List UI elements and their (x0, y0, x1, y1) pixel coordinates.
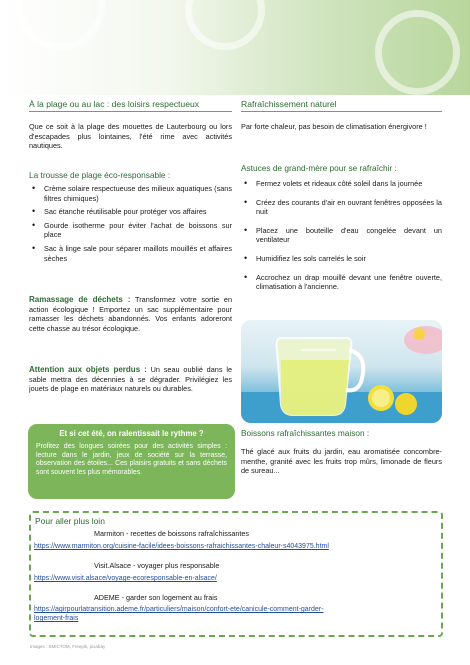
kit-title: La trousse de plage éco-responsable : (29, 170, 171, 180)
left-heading: À la plage ou au lac : des loisirs respectueux (29, 99, 232, 112)
link-name: Marmiton - recettes de boissons rafraîchissantes (94, 529, 249, 538)
list-item: • Fermez volets et rideaux côté soleil dans la journée (241, 179, 442, 189)
list-item: • Sac étanche réutilisable pour protéger vos affaires (29, 207, 232, 217)
link-url[interactable]: logement-frais (34, 615, 79, 622)
box-text: Profitez des longues soirées pour des activités simples : lecture dans le jardin, jeux de société sur la terrasse, observation des étoiles... Ces plaisirs gratuits et sans déchets sont souvent les plus mémorables. (36, 443, 227, 476)
waste-text: Transformez votre sortie en action écologique ! Emportez un sac supplémentaire pour ramasser les déchets abandonnés. Vos enfants adoreront cette chasse au trésor écologique. (29, 295, 233, 333)
image-credits: Images : SMICTOM, Freepik, pixabay (30, 644, 106, 649)
lemonade-photo (241, 320, 442, 423)
lost-title: Attention aux objets perdus : (29, 365, 147, 374)
box-title: Et si cet été, on ralentissait le rythme ? (59, 429, 204, 438)
list-item: • Accrochez un drap mouillé devant une fenêtre ouverte, climatisation à l'ancienne. (241, 273, 442, 292)
header-banner (0, 0, 470, 95)
further-links-box (29, 511, 443, 637)
link-url[interactable]: https://agirpourlatransition.ademe.fr/particuliers/maison/confort-ete/canicule-comment-garder- (34, 606, 324, 613)
list-item: • Gourde isotherme pour éviter l'achat de boissons sur place (29, 221, 232, 240)
right-heading: Rafraîchissement naturel (241, 99, 442, 112)
recycle-icon (185, 0, 265, 50)
links-title: Pour aller plus loin (35, 516, 105, 526)
slow-down-box (28, 424, 235, 499)
lost-text: Un seau oublié dans le sable mettra des décennies à se dégrader. Privilégiez les jouets de plage en matériaux naturels ou durables. (29, 365, 233, 394)
drinks-text: Thé glacé aux fruits du jardin, eau aromatisée concombre-menthe, granité avec les fruits trop mûrs, limonade de fleurs de sureau... (241, 447, 442, 476)
list-item: • Crème solaire respectueuse des milieux aquatiques (sans filtres chimiques) (29, 184, 232, 203)
waste-title: Ramassage de déchets : (29, 295, 131, 304)
list-item: • Placez une bouteille d'eau congelée devant un ventilateur (241, 226, 442, 245)
kit-list (29, 184, 232, 263)
tips-list (241, 179, 442, 292)
tips-title: Astuces de grand-mère pour se rafraîchir : (241, 163, 397, 173)
left-intro: Que ce soit à la plage des mouettes de Lauterbourg ou lors d'escapades plus lointaines, l'été rime avec activités nautiques. (29, 122, 232, 151)
waste-paragraph (29, 295, 232, 333)
list-item: • Créez des courants d'air en ouvrant fenêtres opposées la nuit (241, 198, 442, 217)
lost-paragraph (29, 365, 232, 394)
lemonade-illustration (241, 320, 442, 423)
recycle-icon (15, 0, 105, 50)
link-name: Visit.Alsace - voyager plus responsable (94, 561, 220, 570)
right-intro: Par forte chaleur, pas besoin de climatisation énergivore ! (241, 122, 427, 131)
list-item: • Sac à linge sale pour séparer maillots mouillés et affaires sèches (29, 244, 232, 263)
recycle-icon (375, 10, 460, 95)
link-url[interactable]: https://www.marmiton.org/cuisine-facile/idees-boissons-rafraichissantes-chaleur-s4043975.html (34, 543, 329, 550)
link-url[interactable]: https://www.visit.alsace/voyage-ecoresponsable-en-alsace/ (34, 575, 217, 582)
list-item: • Humidifiez les sols carrelés le soir (241, 254, 442, 264)
link-name: ADEME - garder son logement au frais (94, 593, 218, 602)
drinks-title: Boissons rafraîchissantes maison : (241, 428, 370, 438)
